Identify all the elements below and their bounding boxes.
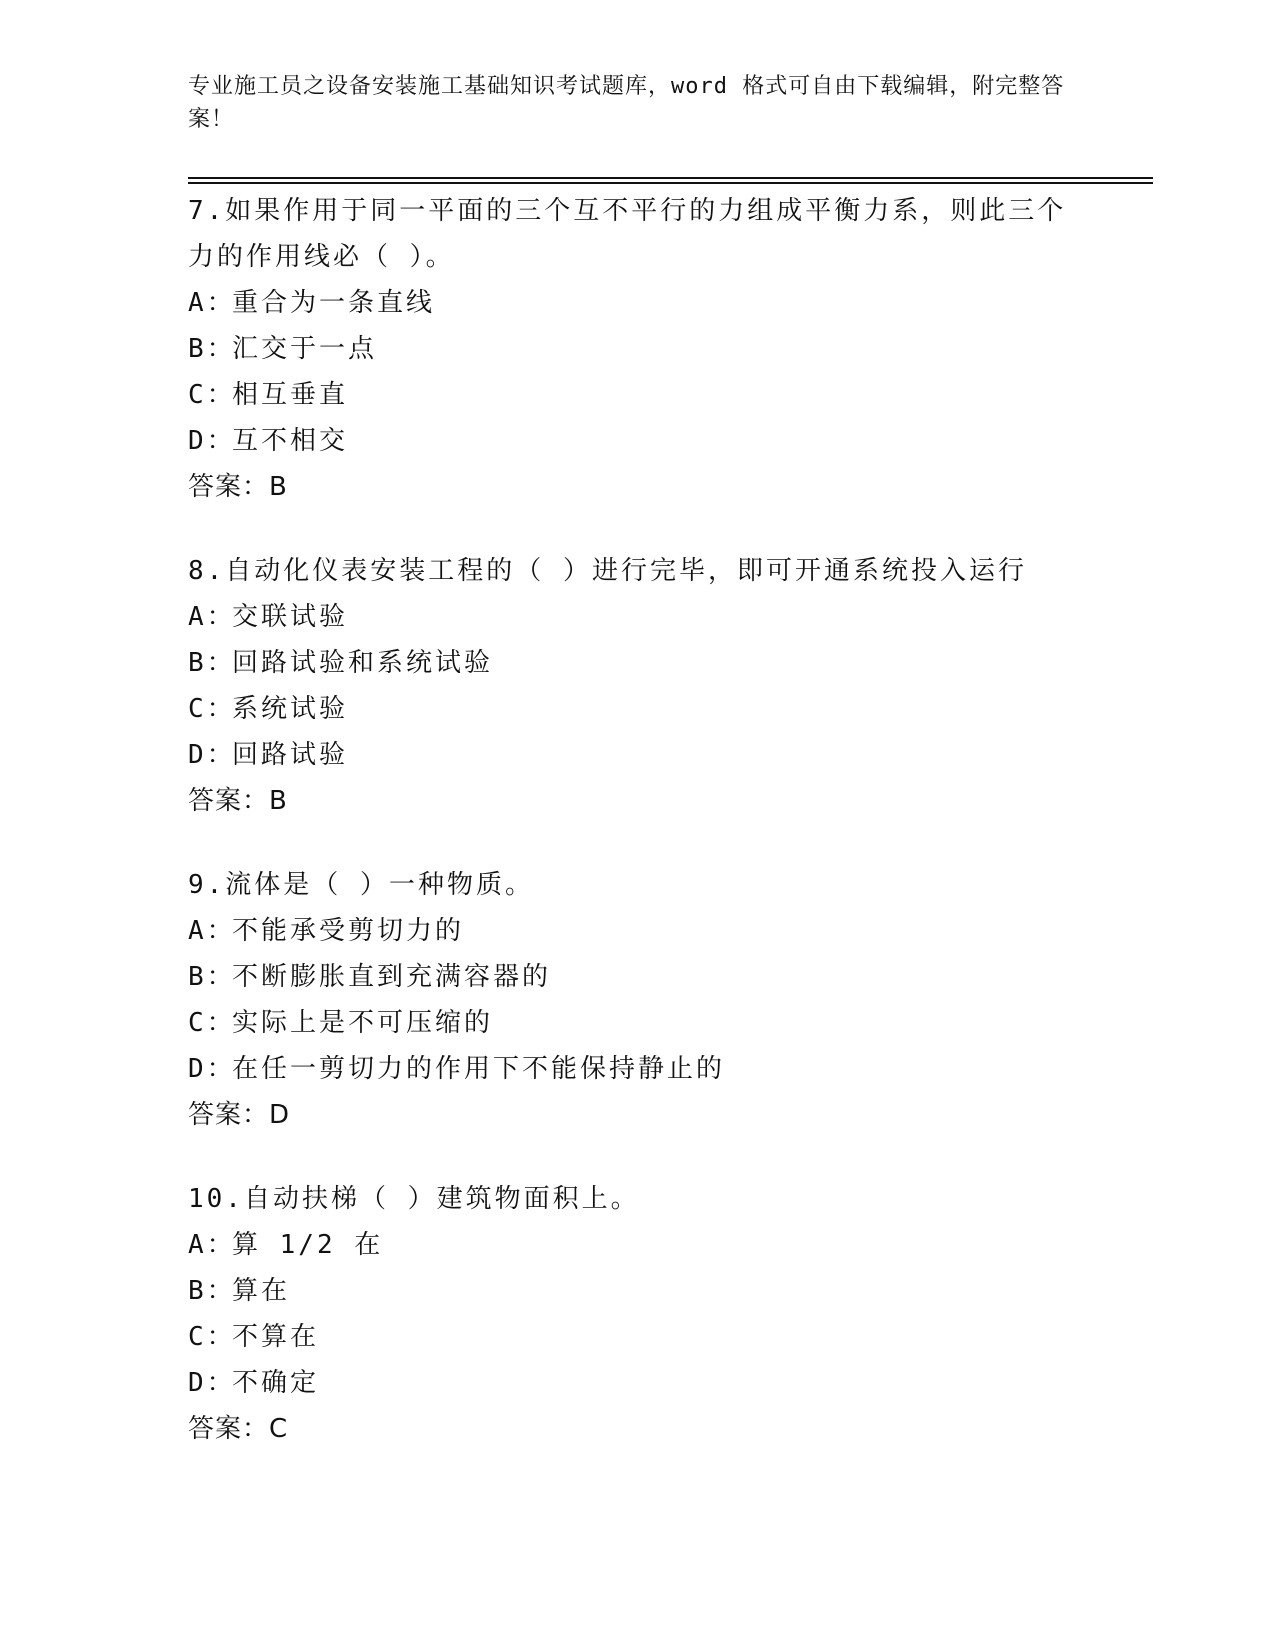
question-9 <box>188 862 1088 1138</box>
option-key: B： <box>188 1276 236 1306</box>
option-c <box>188 372 1088 418</box>
option-key: B： <box>188 648 236 678</box>
question-stem: 8.自动化仪表安装工程的（ ）进行完毕，即可开通系统投入运行 <box>188 556 1027 586</box>
option-key: D： <box>188 426 236 456</box>
option-text: 不断膨胀直到充满容器的 <box>232 962 552 992</box>
option-b <box>188 1268 1088 1314</box>
option-text: 重合为一条直线 <box>232 288 436 318</box>
question-stem: 7.如果作用于同一平面的三个互不平行的力组成平衡力系，则此三个力的作用线必（ ）。 <box>188 196 1067 272</box>
option-key: A： <box>188 916 236 946</box>
option-text: 实际上是不可压缩的 <box>232 1008 494 1038</box>
option-text: 相互垂直 <box>232 380 349 410</box>
option-c <box>188 1314 1088 1360</box>
option-key: C： <box>188 1008 236 1038</box>
option-a <box>188 1222 1088 1268</box>
answer-line: 答案：C <box>188 1414 289 1444</box>
question-7 <box>188 188 1088 510</box>
option-c <box>188 1000 1088 1046</box>
option-text: 互不相交 <box>232 426 349 456</box>
document-header: 专业施工员之设备安装施工基础知识考试题库，word 格式可自由下载编辑，附完整答案！ <box>188 74 1065 132</box>
option-key: A： <box>188 602 236 632</box>
option-text: 回路试验 <box>232 740 349 770</box>
question-stem: 10.自动扶梯（ ）建筑物面积上。 <box>188 1184 640 1214</box>
option-a <box>188 594 1088 640</box>
option-key: D： <box>188 1054 236 1084</box>
option-d <box>188 418 1088 464</box>
option-key: C： <box>188 694 236 724</box>
option-d <box>188 1360 1088 1406</box>
header-divider-bottom <box>188 182 1153 184</box>
option-text: 不算在 <box>232 1322 320 1352</box>
option-text: 系统试验 <box>232 694 349 724</box>
option-key: D： <box>188 740 236 770</box>
option-d <box>188 1046 1088 1092</box>
header-divider-top <box>188 177 1153 179</box>
option-a <box>188 280 1088 326</box>
question-list <box>188 188 1088 1490</box>
option-text: 算在 <box>232 1276 291 1306</box>
option-d <box>188 732 1088 778</box>
option-key: A： <box>188 288 236 318</box>
option-text: 回路试验和系统试验 <box>232 648 494 678</box>
option-a <box>188 908 1088 954</box>
option-b <box>188 954 1088 1000</box>
option-c <box>188 686 1088 732</box>
question-10 <box>188 1176 1088 1452</box>
option-text: 算 1/2 在 <box>232 1230 384 1260</box>
question-8 <box>188 548 1088 824</box>
option-key: C： <box>188 380 236 410</box>
option-text: 不能承受剪切力的 <box>232 916 465 946</box>
option-text: 交联试验 <box>232 602 349 632</box>
option-b <box>188 326 1088 372</box>
answer-line: 答案：B <box>188 472 288 502</box>
option-text: 不确定 <box>232 1368 320 1398</box>
option-key: D： <box>188 1368 236 1398</box>
answer-line: 答案：B <box>188 786 288 816</box>
option-key: C： <box>188 1322 236 1352</box>
option-key: B： <box>188 962 236 992</box>
option-text: 汇交于一点 <box>232 334 378 364</box>
answer-line: 答案：D <box>188 1100 291 1130</box>
option-key: B： <box>188 334 236 364</box>
option-key: A： <box>188 1230 236 1260</box>
option-b <box>188 640 1088 686</box>
option-text: 在任一剪切力的作用下不能保持静止的 <box>232 1054 726 1084</box>
question-stem: 9.流体是（ ）一种物质。 <box>188 870 534 900</box>
